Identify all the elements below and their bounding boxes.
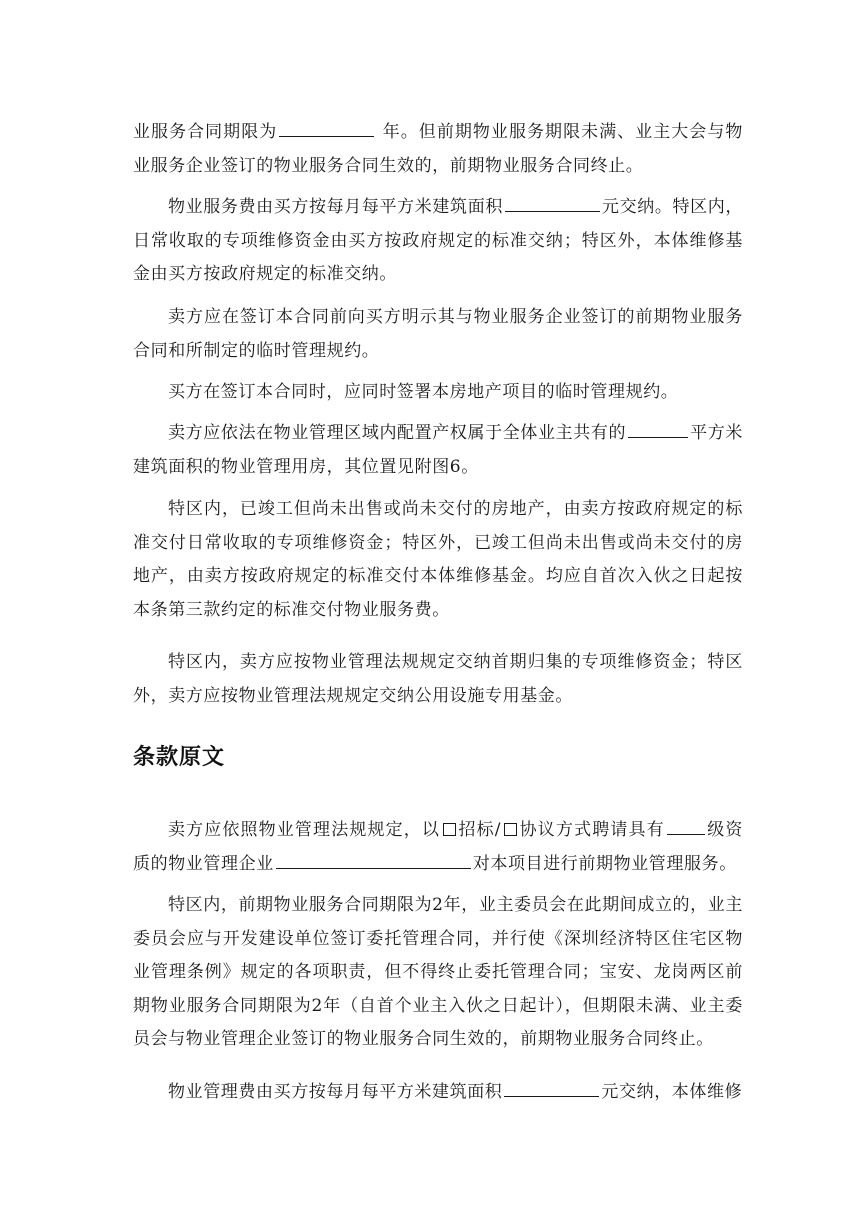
blank-field-fee[interactable] — [505, 193, 600, 212]
paragraph-sign-regulations: 买方在签订本合同时，应同时签署本房地产项目的临时管理规约。 — [168, 382, 679, 402]
checkbox-agreement[interactable] — [504, 823, 517, 836]
paragraph-management-room — [133, 417, 743, 484]
paragraph-first-period-funds: 特区内，卖方应按物业管理法规规定交纳首期归集的专项维修资金；特区外，卖方应按物业管理法规规定交纳公用设施专用基金。 — [133, 652, 743, 706]
checkbox-tender[interactable] — [443, 823, 456, 836]
paragraph-text: 物业管理费由买方按每月每平方米建筑面积 — [168, 1082, 503, 1102]
paragraph-management-fee — [133, 1076, 743, 1110]
paragraph-hire-company — [133, 814, 743, 881]
paragraph-text: 级资质的物业管理企业 — [133, 820, 744, 874]
blank-field-company-name[interactable] — [276, 850, 471, 869]
section-heading: 条款原文 — [133, 745, 226, 770]
paragraph-text: 卖方应依法在物业管理区域内配置产权属于全体业主共有的 — [168, 423, 627, 443]
paragraph-service-term — [133, 116, 743, 183]
paragraph-text: 平方米建筑面积的物业管理用房，其位置见附图6。 — [133, 423, 743, 477]
paragraph-text: 业服务合同期限为 — [133, 122, 278, 142]
paragraph-disclosure: 卖方应在签订本合同前向买方明示其与物业服务企业签订的前期物业服务合同和所制定的临时管理规约。 — [133, 307, 743, 361]
paragraph-text: 对本项目进行前期物业管理服务。 — [472, 853, 737, 874]
paragraph-text: 元交纳，本体维修 — [601, 1082, 743, 1102]
paragraph-text: 协议方式聘请具有 — [519, 820, 665, 840]
paragraph-contract-term-original: 特区内，前期物业服务合同期限为2年，业主委员会在此期间成立的，业主委员会应与开发建设单位签订委托管理合同，并行使《深圳经济特区住宅区物业管理条例》规定的各项职责，但不得终止委托管理合同；宝安、龙岗两区前期物业服务合同期限为2年（自首个业主入伙之日起计），但期限未满、业主委员会与物业管理企业签订的物业服务合同生效的，前期物业服务合同终止。 — [133, 895, 743, 1049]
paragraph-text: 年。但前期物业服务期限未满、业主大会与物业服务企业签订的物业服务合同生效的，前期物业服务合同终止。 — [133, 122, 743, 176]
blank-field-years[interactable] — [279, 118, 374, 137]
checkbox-tender-label: 招标/ — [458, 820, 502, 840]
paragraph-text: 元交纳。特区内，日常收取的专项维修资金由买方按政府规定的标准交纳；特区外，本体维修基金由买方按政府规定的标准交纳。 — [133, 197, 743, 284]
blank-field-management-fee[interactable] — [504, 1078, 599, 1097]
paragraph-maintenance-funds: 特区内，已竣工但尚未出售或尚未交付的房地产，由卖方按政府规定的标准交付日常收取的专项维修资金；特区外，已竣工但尚未出售或尚未交付的房地产，由卖方按政府规定的标准交付本体维修基金。均应自首次入伙之日起按本条第三款约定的标准交付物业服务费。 — [133, 499, 743, 620]
paragraph-service-fee — [133, 191, 743, 292]
paragraph-text: 卖方应依照物业管理法规规定，以 — [168, 820, 440, 840]
blank-field-area[interactable] — [628, 419, 688, 438]
paragraph-text: 物业服务费由买方按每月每平方米建筑面积 — [168, 197, 503, 217]
blank-field-qualification[interactable] — [667, 816, 705, 835]
